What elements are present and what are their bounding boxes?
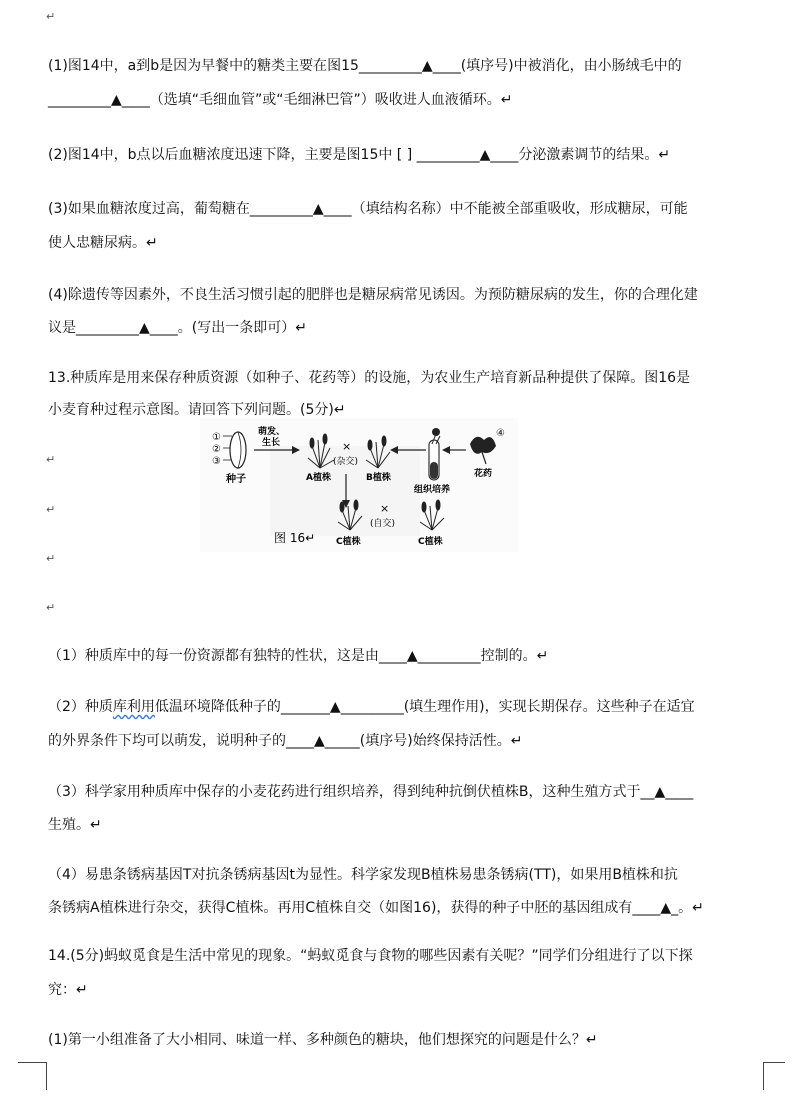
q13-part3-line1: （3）科学家用种质库中保存的小麦花药进行组织培养，得到纯种抗倒伏植株B，这种生殖方式于__▲____ [48, 784, 694, 800]
page-corner-mark-left-top [18, 1062, 46, 1063]
plant-b-label: B植株 [366, 473, 391, 483]
self-cross-symbol: × [380, 502, 390, 515]
page-corner-mark-right-top [763, 1062, 785, 1063]
paragraph-mark: ↵ [46, 10, 56, 23]
germination-label: 萌发、 [258, 427, 286, 437]
q13-part4-line2: 条锈病A植株进行杂交，获得C植株。再用C植株自交（如图16)，获得的种子中胚的基因组成有____▲_。↵ [48, 900, 704, 916]
plant-a-label: A植株 [306, 473, 331, 483]
q13-part2-line2: 的外界条件下均可以萌发，说明种子的____▲_____(填序号)始终保持活性。↵ [48, 733, 523, 749]
tissue-culture-label: 组织培养 [414, 485, 451, 495]
blank-paragraph-mark: ↵ [46, 601, 56, 614]
anther-number: ④ [496, 428, 505, 439]
q12-part1-line1: (1)图14中，a到b是因为早餐中的糖类主要在图15_________▲____(填序号)中被消化，由小肠绒毛中的 [48, 58, 682, 74]
seed-label: 种子 [226, 474, 246, 485]
q14-part1: (1)第一小组准备了大小相同、味道一样、多种颜色的糖块，他们想探究的问题是什么？↵ [48, 1032, 598, 1048]
q13-part2-line1 [48, 697, 695, 717]
self-cross-label: (自交) [370, 519, 396, 529]
seed-icon [230, 432, 246, 468]
q13-part1: （1）种质库中的每一份资源都有独特的性状，这是由____▲_________控制的。↵ [48, 648, 549, 664]
cross-symbol: × [342, 440, 352, 453]
figure-16-wheat-breeding-diagram [200, 418, 518, 552]
blank-paragraph-mark: ↵ [46, 552, 56, 565]
q13-stem-line2: 小麦育种过程示意图。请回答下列问题。(5分)↵ [48, 402, 346, 418]
q12-part1-line2: _________▲____（选填“毛细血管”或“毛细淋巴管”）吸收进人血液循环。↵ [48, 92, 513, 108]
blank-paragraph-mark: ↵ [46, 503, 56, 516]
q12-part2: (2)图14中，b点以后血糖浓度迅速下降，主要是图15中 [ ] _________▲____分泌激素调节的结果。↵ [48, 147, 671, 163]
q12-part4-line2: 议是_________▲____。(写出一条即可）↵ [48, 320, 307, 336]
page-corner-mark-left [18, 1062, 47, 1090]
plant-c-label: C植株 [418, 537, 443, 547]
growth-label: 生长 [262, 438, 281, 448]
plant-c-label: C植株 [336, 537, 361, 547]
seed-part-2-number: ② [212, 444, 221, 455]
q12-part4-line1: (4)除遗传等因素外，不良生活习惯引起的肥胖也是糖尿病常见诱因。为预防糖尿病的发生，你的合理化建 [48, 287, 698, 303]
q12-part3-line1: (3)如果血糖浓度过高，葡萄糖在_________▲____（填结构名称）中不能被全部重吸收，形成糖尿，可能 [48, 201, 688, 217]
q14-stem-line1: 14.(5分)蚂蚁觅食是生活中常见的现象。“蚂蚁觅食与食物的哪些因素有关呢？”同学们分组进行了以下探 [48, 948, 693, 964]
seed-part-3-number: ③ [212, 456, 221, 467]
seed-part-1-number: ① [212, 432, 221, 443]
q14-stem-line2: 究：↵ [48, 982, 88, 998]
anther-label: 花药 [474, 469, 493, 479]
q13-part2-suffix: 低温环境降低种子的_______▲_________(填生理作用)，实现长期保存。这些种子在适宜 [154, 699, 695, 715]
page-corner-mark-right [763, 1062, 786, 1090]
q13-part4-line1: （4）易患条锈病基因T对抗条锈病基因t为显性。科学家发现B植株易患条锈病(TT)，如果用B植株和抗 [48, 867, 678, 883]
q13-part2-prefix: （2）种质 [48, 699, 113, 715]
q12-part3-line2: 使人忠糖尿病。↵ [48, 235, 158, 251]
q13-part3-line2: 生殖。↵ [48, 817, 102, 833]
q13-stem-line1: 13.种质库是用来保存种质资源（如种子、花药等）的设施，为农业生产培育新品种提供了保障。图16是 [48, 370, 691, 386]
figure-caption: 图 16↵ [274, 531, 316, 545]
blank-paragraph-mark: ↵ [46, 453, 56, 466]
hybrid-label: (杂交) [333, 457, 359, 467]
spellcheck-underlined-text: 库利用 [112, 699, 155, 715]
